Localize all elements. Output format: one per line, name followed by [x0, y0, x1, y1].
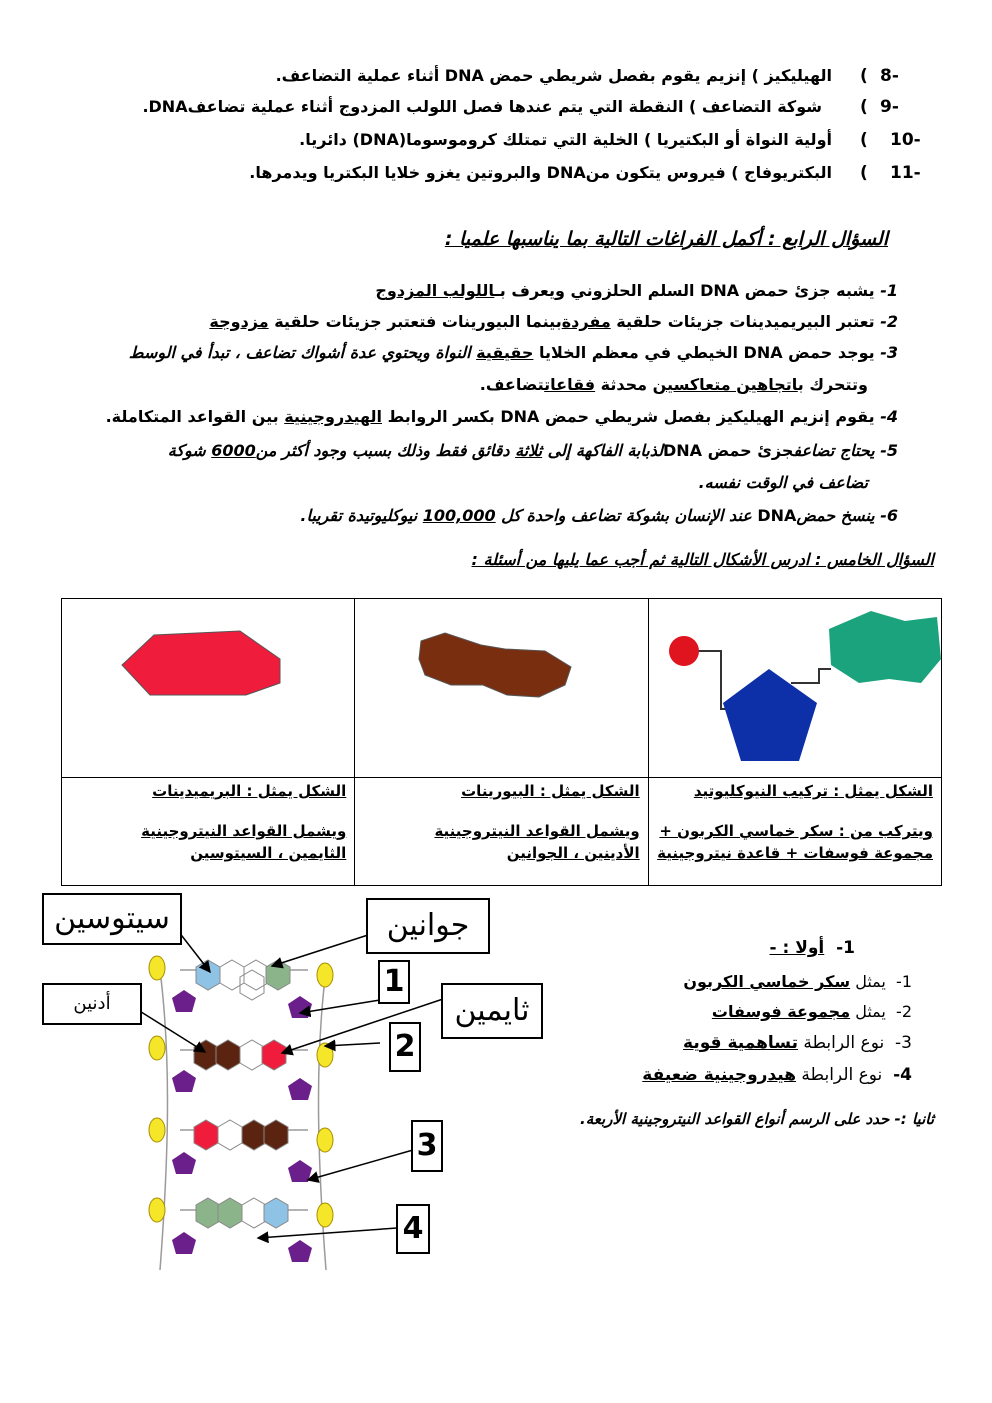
phosphate-circle-icon — [669, 636, 699, 666]
answers-first-heading: 1- أولا : - — [769, 938, 855, 958]
q4-line-4: 4- يقوم إنزيم الهيليكيز بفصل شريطي حمض DNA بكسر الروابط الهيدروجينية بين القواعد المتكاملة. — [105, 407, 898, 426]
q3-item-9-paren: ( — [860, 97, 868, 117]
q4-title: السؤال الرابع : أكمل الفراغات التالية بما يناسبها علميا : — [444, 228, 888, 250]
shapes-table — [61, 598, 942, 886]
q3-item-11-paren: ( — [860, 163, 868, 183]
answer-item-3: 3- نوع الرابطة تساهمية قوية — [683, 1033, 912, 1053]
number-tag-4: 4 — [396, 1204, 430, 1254]
purine-shape — [355, 599, 640, 777]
pyrimidine-shape — [62, 599, 347, 777]
label-thymine: ثايمين — [441, 983, 543, 1039]
q3-item-9-num: 9- — [880, 97, 899, 117]
q3-item-10-text: أولية النواة أو البكتيريا ) الخلية التي تمتلك كروموسوما(DNA) دائريا. — [299, 130, 832, 149]
label-guanine: جوانين — [366, 898, 490, 954]
q3-item-11-num: 11- — [890, 163, 921, 183]
number-tag-2: 2 — [389, 1022, 421, 1072]
q4-line-5: 5- يحتاج تضاعفجزئ حمض DNAلذبابة الفاكهة إلى ثلاثة دقائق فقط وذلك بسبب وجود أكثر من6000 شوكة — [167, 441, 898, 460]
q3-item-11-text: البكتريوفاج ) فيروس يتكون منDNA والبروتين يغزو خلايا البكتريا ويدمرها. — [249, 163, 832, 182]
purine-image-cell — [355, 599, 648, 778]
q3-item-8-text: الهيليكيز ) إنزيم يقوم بفصل شريطي حمض DNA أثناء عملية التضاعف. — [275, 66, 832, 85]
q4-line-6: 6- ينسخ حمضDNA عند الإنسان بشوكة تضاعف واحدة كل 100,000 نيوكليوتيدة تقريبا. — [300, 506, 898, 525]
q3-item-8-num: 8- — [880, 66, 899, 86]
answer-item-4: 4- نوع الرابطة هيدروجينية ضعيفة — [642, 1065, 912, 1085]
q3-item-10-num: 10- — [890, 130, 921, 150]
answer-item-2: 2- يمثل مجموعة فوسفات — [711, 1002, 912, 1021]
label-cytosine: سيتوسين — [42, 893, 182, 945]
nucleotide-text-cell: الشكل يمثل : تركيب النيوكليوتيد ويتركب من : سكر خماسي الكربون + مجموعة فوسفات + قاعدة نيتروجينية — [648, 778, 941, 886]
number-tag-3: 3 — [411, 1120, 443, 1172]
q4-line-3: 3- يوجد حمض DNA الخيطي في معظم الخلايا حقيقية النواة ويحتوي عدة أشواك تضاعف ، تبدأ في الوسط — [128, 343, 898, 362]
number-tag-1: 1 — [378, 960, 410, 1004]
q3-item-8-paren: ( — [860, 66, 868, 86]
q4-line-1: 1- يشبه جزئ حمض DNA السلم الحلزوني ويعرف بـاللولب المزدوج — [375, 281, 898, 300]
nucleotide-shape — [649, 599, 942, 777]
answer-item-1: 1- يمثل سكر خماسي الكربون — [683, 972, 912, 991]
label-adenine: أدنين — [42, 983, 142, 1025]
q4-line-2: 2- تعتبر البيريميدينات جزيئات حلقية مفردةبينما البيورينات فتعتبر جزيئات حلقية مزدوجة — [209, 312, 898, 331]
base-hexagon-icon — [829, 611, 941, 683]
q3-item-10-paren: ( — [860, 130, 868, 150]
pyrimidine-image-cell — [62, 599, 355, 778]
purine-text-cell: الشكل يمثل : البيورينات ويشمل القواعد النيتروجينية الأدينين ، الجوانين — [355, 778, 648, 886]
answers-second-task: ثانيا :- حدد على الرسم أنواع القواعد النيتروجينية الأربعة. — [580, 1110, 934, 1128]
q4-line-3-cont: وتتحرك باتجاهين متعاكسين محدثة فقاعاتتضاعف. — [479, 375, 868, 394]
q4-line-5-cont: تضاعف في الوقت نفسه. — [698, 473, 868, 492]
q5-title: السؤال الخامس : ادرس الأشكال التالية ثم أجب عما يليها من أسئلة : — [471, 550, 934, 569]
nucleotide-image-cell — [648, 599, 941, 778]
pyrimidine-text-cell: الشكل يمثل : البريميدينات ويشمل القواعد النيتروجينية الثايمين ، السيتوسين — [62, 778, 355, 886]
q3-item-9-text: شوكة التضاعف ) النقطة التي يتم عندها فصل اللولب المزدوج أثناء عملية تضاعفDNA. — [142, 97, 822, 116]
